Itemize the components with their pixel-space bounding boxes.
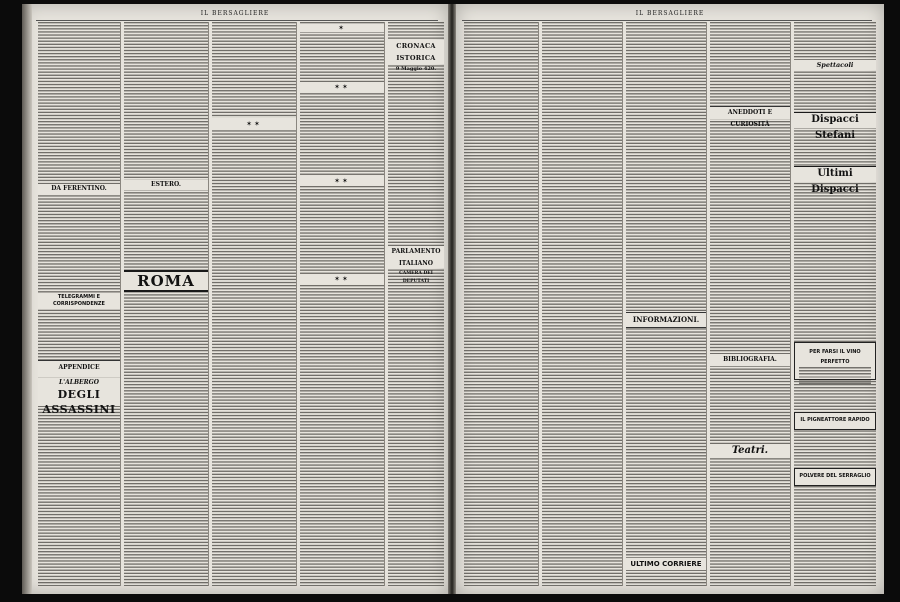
- header-rule: [462, 20, 872, 21]
- page-edge: [22, 4, 32, 594]
- heading-ultimi-dispacci: Ultimi Dispacci: [794, 166, 876, 182]
- separator-stars: ✶✶: [300, 176, 384, 186]
- heading-albergo: L'ALBERGO DEGLI ASSASSINI: [38, 378, 120, 406]
- book-gutter: [448, 4, 456, 594]
- separator-stars: ✶✶: [300, 82, 384, 92]
- heading-aneddoti: ANEDDOTI E CURIOSITÀ: [710, 106, 790, 119]
- separator-stars: ✶: [300, 24, 384, 32]
- heading-informazioni: INFORMAZIONI.: [626, 312, 706, 328]
- ad-pigneattore: IL PIGNEATTORE RAPIDO: [794, 412, 876, 430]
- heading-da-ferentino: DA FERENTINO.: [38, 184, 120, 194]
- column-1: [38, 22, 121, 586]
- column-1: [464, 22, 539, 586]
- column-5: [388, 22, 444, 586]
- heading-parlamento: PARLAMENTO ITALIANO CAMERA DEI DEPUTATI: [388, 246, 444, 268]
- heading-cronaca: CRONACA ISTORICA 9 Maggio 420.: [388, 40, 444, 64]
- column-3: [626, 22, 707, 586]
- header-rule: [36, 20, 438, 21]
- heading-estero: ESTERO.: [124, 180, 208, 190]
- column-4: [300, 22, 385, 586]
- newspaper-spread: [22, 4, 884, 594]
- column-5: [794, 22, 876, 586]
- heading-bibliografia: BIBLIOGRAFIA.: [710, 354, 790, 366]
- right-page: [456, 4, 884, 594]
- column-2: [124, 22, 209, 586]
- heading-roma: ROMA: [124, 270, 208, 292]
- column-4: [710, 22, 791, 586]
- page-header: IL BERSAGLIERE: [200, 10, 270, 17]
- heading-teatri: Teatri.: [710, 444, 790, 458]
- separator-stars: ✶✶: [212, 118, 296, 130]
- heading-telegrammi: TELEGRAMMI E CORRISPONDENZE: [38, 294, 120, 308]
- left-page: [22, 4, 448, 594]
- heading-ultimo-corriere: ULTIMO CORRIERE: [626, 558, 706, 570]
- heading-spettacoli: Spettacoli: [794, 60, 876, 70]
- ad-vino-perfetto: PER FARSI IL VINO PERFETTO: [794, 342, 876, 380]
- ad-polvere-serraglio: POLVERE DEL SERRAGLIO: [794, 468, 876, 486]
- page-header: IL BERSAGLIERE: [635, 10, 705, 17]
- separator-stars: ✶✶: [300, 274, 384, 284]
- heading-appendice: APPENDICE: [38, 360, 120, 377]
- column-2: [542, 22, 623, 586]
- heading-dispacci-stefani: Dispacci Stefani: [794, 112, 876, 128]
- column-3: [212, 22, 297, 586]
